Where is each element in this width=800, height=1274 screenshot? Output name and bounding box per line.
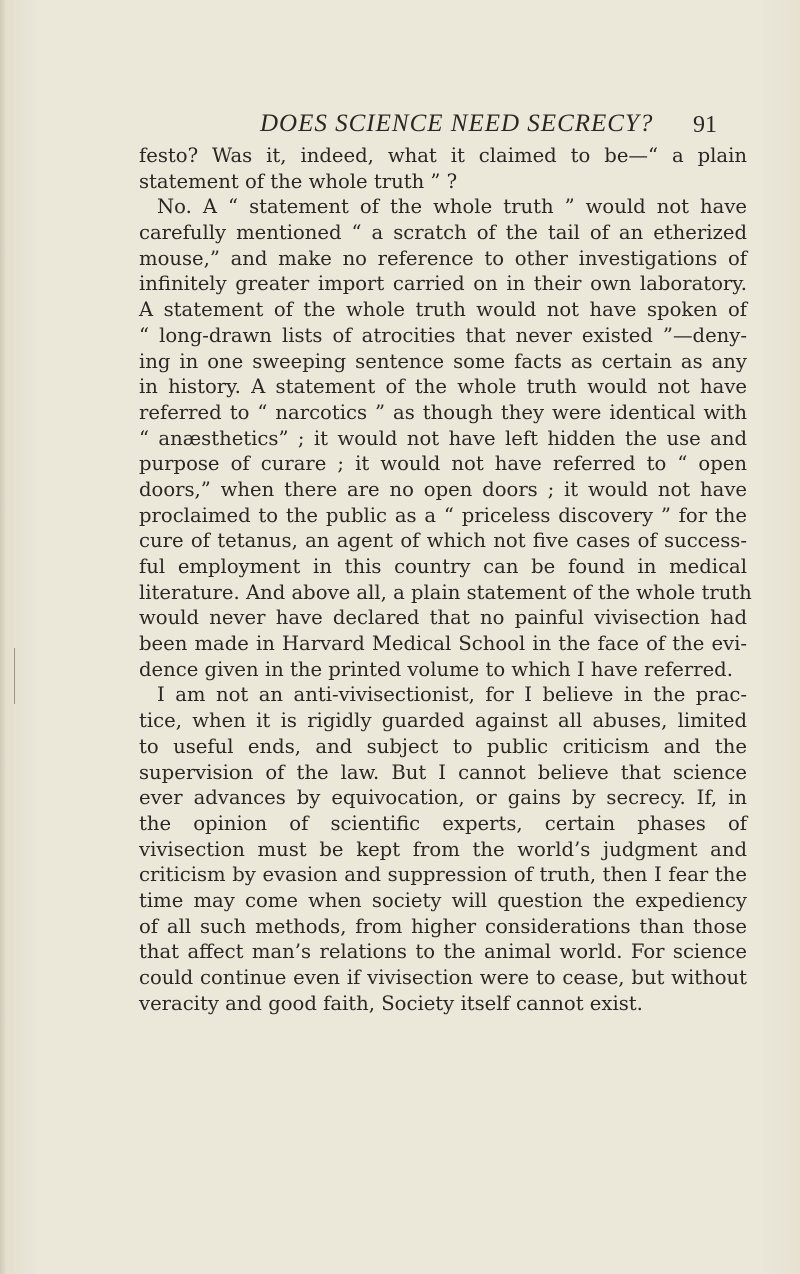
text-line: A statement of the whole truth would not have spoken of (139, 298, 747, 322)
text-line: ing in one sweeping sentence some facts as certain as any (139, 349, 747, 373)
text-line: to useful ends, and subject to public criticism and the (139, 734, 747, 758)
text-line: dence given in the printed volume to which I have referred. (139, 657, 733, 681)
text-line: vivisection must be kept from the world’s judgment and (139, 837, 747, 861)
text-line: cure of tetanus, an agent of which not five cases of success- (139, 529, 747, 553)
text-line: that affect man’s relations to the animal world. For science (139, 940, 747, 964)
text-line: infinitely greater import carried on in their own laboratory. (139, 272, 747, 296)
text-line: the opinion of scientific experts, certain phases of (139, 811, 747, 835)
text-line: could continue even if vivisection were to cease, but without (139, 966, 747, 989)
text-line: ever advances by equivocation, or gains by secrecy. If, in (139, 786, 747, 810)
text-line: been made in Harvard Medical School in the face of the evi- (139, 632, 747, 656)
text-line: festo? Was it, indeed, what it claimed to be—“ a plain (139, 144, 747, 167)
text-line: “ anæsthetics” ; it would not have left hidden the use and (139, 426, 747, 450)
text-line: I am not an anti-vivisectionist, for I believe in the prac- (157, 683, 747, 707)
text-line: would never have declared that no painful vivisection had (139, 606, 747, 630)
text-line: criticism by evasion and suppression of truth, then I fear the (139, 863, 747, 887)
text-line: statement of the whole truth ” ? (139, 169, 458, 193)
text-line: proclaimed to the public as a “ priceless discovery ” for the (139, 503, 747, 527)
text-line: “ long-drawn lists of atrocities that never existed ”—deny- (139, 323, 747, 347)
margin-pencil-mark (14, 648, 15, 704)
text-line: referred to “ narcotics ” as though they were identical with (139, 400, 747, 424)
text-line: purpose of curare ; it would not have referred to “ open (139, 452, 747, 476)
page-number: 91 (693, 112, 717, 138)
text-line: time may come when society will question the expediency (139, 888, 747, 912)
page-gutter-shadow (0, 0, 6, 1274)
text-line: supervision of the law. But I cannot believe that science (139, 760, 747, 784)
text-line: of all such methods, from higher considerations than those (139, 914, 747, 938)
text-line: No. A “ statement of the whole truth ” would not have (157, 195, 747, 219)
text-line: in history. A statement of the whole truth would not have (139, 375, 747, 399)
text-line: tice, when it is rigidly guarded against all abuses, limited (139, 709, 747, 733)
text-line: doors,” when there are no open doors ; it would not have (139, 477, 747, 501)
text-line: ful employment in this country can be found in medical (139, 555, 747, 578)
body-text (139, 143, 752, 1016)
text-line: veracity and good faith, Society itself cannot exist. (139, 991, 643, 1015)
text-line: literature. And above all, a plain statement of the whole truth (139, 580, 752, 604)
text-line: mouse,” and make no reference to other investigations of (139, 246, 747, 270)
running-head: DOES SCIENCE NEED SECRECY? (260, 110, 654, 137)
text-line: carefully mentioned “ a scratch of the tail of an etherized (139, 221, 747, 245)
